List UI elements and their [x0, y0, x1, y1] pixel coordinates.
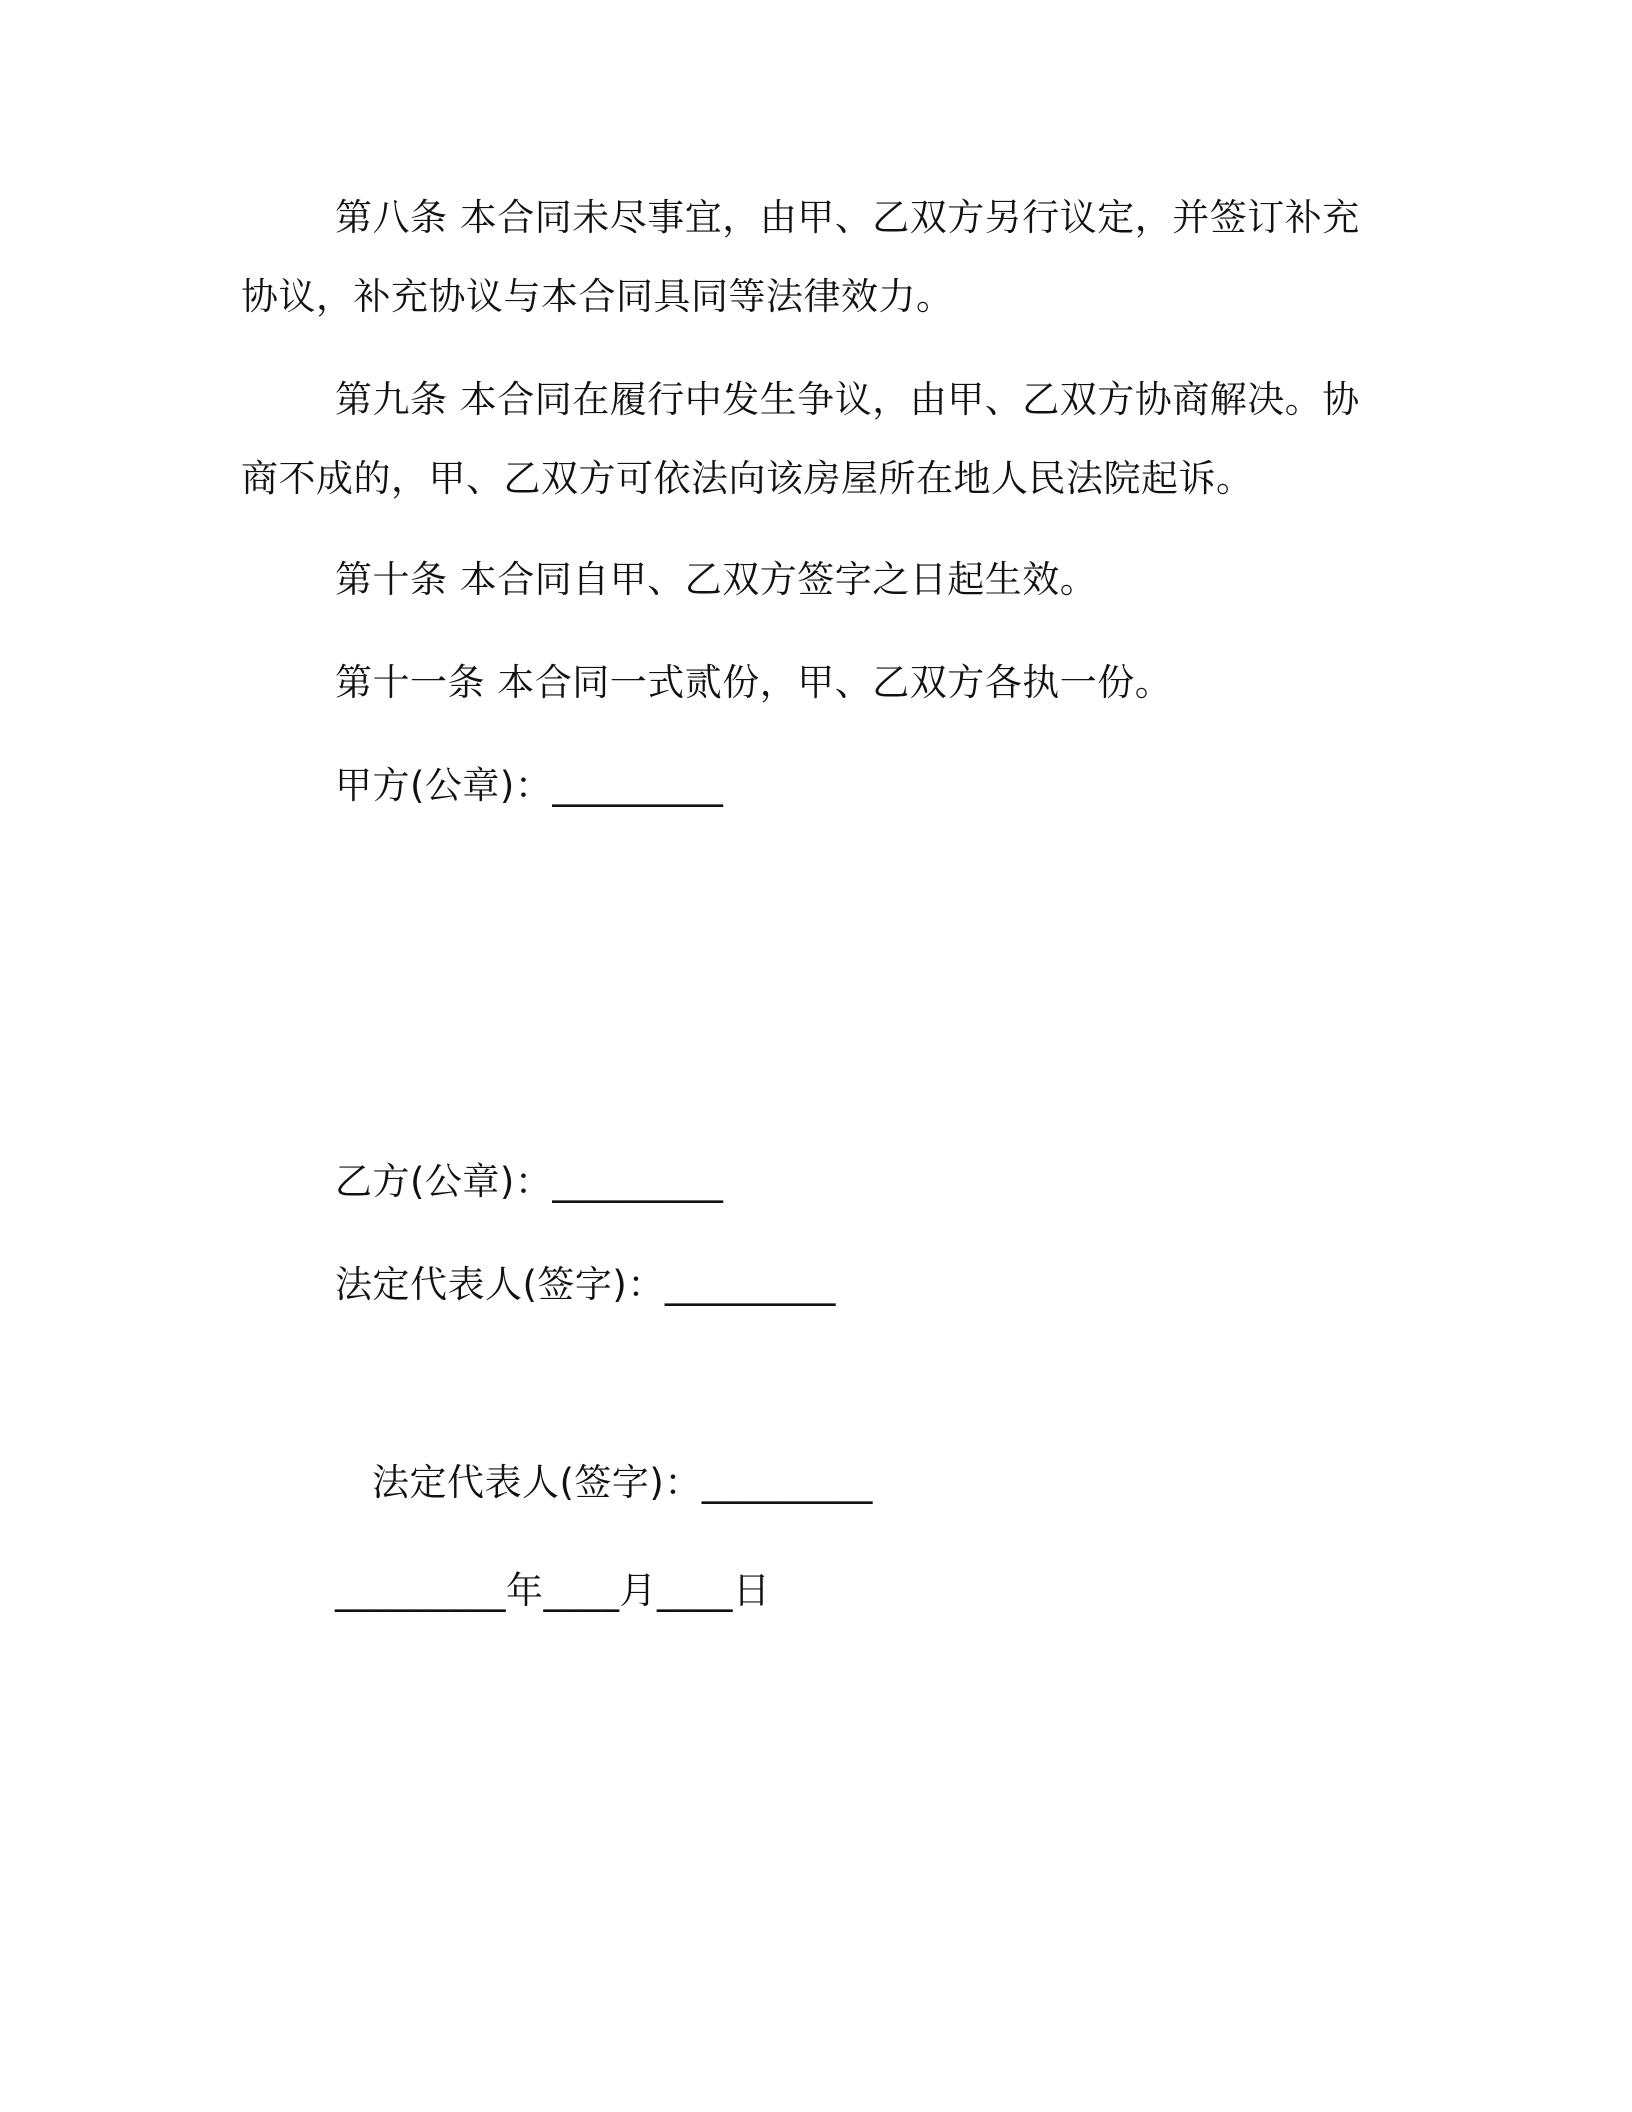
clause-article-9: 第九条 本合同在履行中发生争议，由甲、乙双方协商解决。协商不成的，甲、乙双方可依法向该房屋所在地人民法院起诉。 — [241, 378, 1360, 500]
date-line: _________年____月____日 — [335, 1569, 771, 1612]
legal-representative-signature-line: 法定代表人(签字)：_________ — [335, 1263, 836, 1306]
legal-representative-signature-line-2: 法定代表人(签字)：_________ — [372, 1461, 873, 1504]
clause-article-11: 第十一条 本合同一式贰份，甲、乙双方各执一份。 — [335, 661, 1173, 704]
party-b-seal-line: 乙方(公章)：_________ — [335, 1160, 724, 1203]
party-a-seal-line: 甲方(公章)：_________ — [335, 764, 724, 807]
clause-article-10: 第十条 本合同自甲、乙双方签字之日起生效。 — [335, 558, 1098, 601]
clause-article-8: 第八条 本合同未尽事宜，由甲、乙双方另行议定，并签订补充协议，补充协议与本合同具同等法律效力。 — [241, 196, 1360, 318]
